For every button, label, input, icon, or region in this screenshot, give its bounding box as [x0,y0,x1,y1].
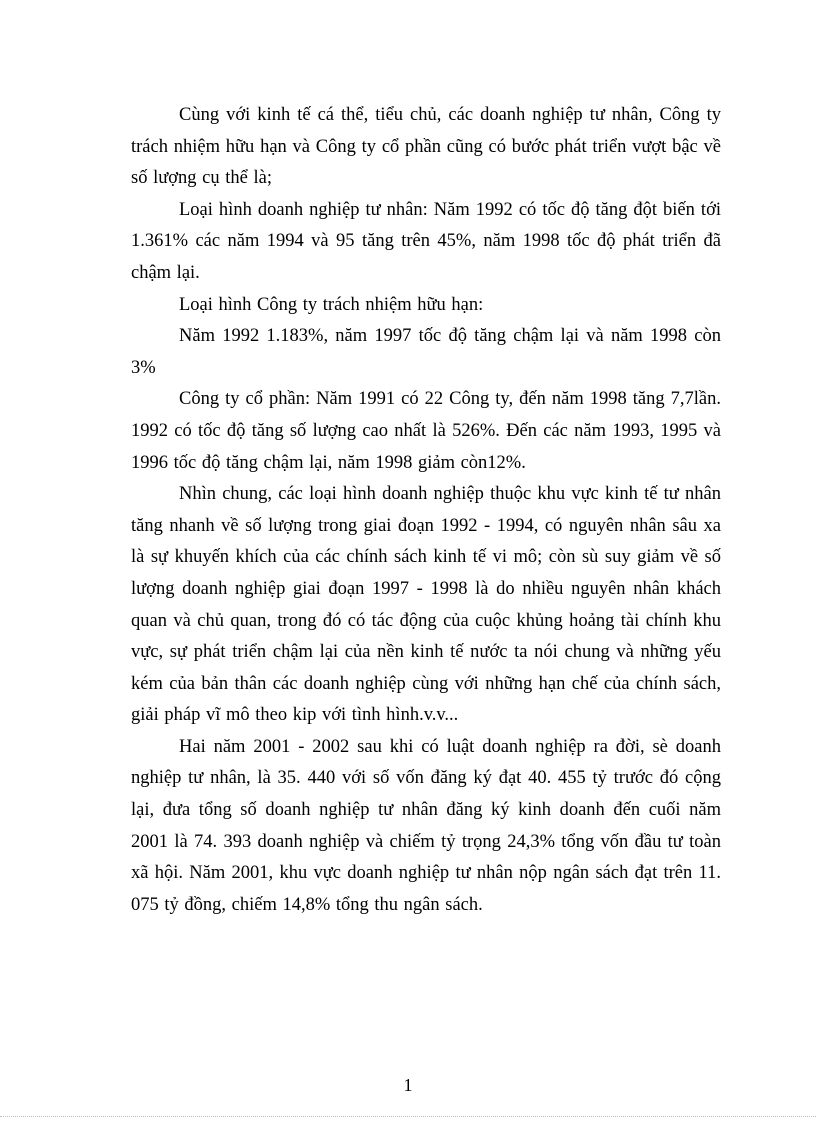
page-number: 1 [403,1075,413,1095]
body-text [131,100,721,921]
page-bottom-divider [0,1116,816,1117]
paragraph-llc-growth: Năm 1992 1.183%, năm 1997 tốc độ tăng chậm lại và năm 1998 còn 3% [131,326,721,378]
paragraph-overview: Nhìn chung, các loại hình doanh nghiệp thuộc khu vực kinh tế tư nhân tăng nhanh về số lượng trong giai đoạn 1992 - 1994, có nguyên nhân sâu xa là sự khuyến khích của các chính sách kinh tế vi mô; còn sù suy giảm về số lượng doanh nghiệp giai đoạn 1997 - 1998 là do nhiều nguyên nhân khách quan và chủ quan, trong đó có tác động của cuộc khủng hoảng tài chính khu vực, sự phát triển chậm lại của nền kinh tế nước ta nói chung và những yếu kém của bản thân các doanh nghiệp cùng với những hạn chế của chính sách, giải pháp vĩ mô theo kip với tình hình.v.v... [131,484,721,726]
paragraph-llc-heading: Loại hình Công ty trách nhiệm hữu hạn: [179,294,484,315]
paragraph-2001-2002: Hai năm 2001 - 2002 sau khi có luật doanh nghiệp ra đời, sè doanh nghiệp tư nhân, là 35. 440 với số vốn đăng ký đạt 40. 455 tỷ trước đó cộng lại, đưa tổng số doanh nghiệp tư nhân đăng ký kinh doanh đến cuối năm 2001 là 74. 393 doanh nghiệp và chiếm tỷ trọng 24,3% tổng vốn đầu tư toàn xã hội. Năm 2001, khu vực doanh nghiệp tư nhân nộp ngân sách đạt trên 11. 075 tỷ đồng, chiếm 14,8% tổng thu ngân sách. [131,736,721,915]
paragraph-private-enterprise: Loại hình doanh nghiệp tư nhân: Năm 1992 có tốc độ tăng đột biến tới 1.361% các năm 1994 và 95 tăng trên 45%, năm 1998 tốc độ phát triển đã chậm lại. [131,199,721,283]
paragraph-joint-stock: Công ty cổ phần: Năm 1991 có 22 Công ty, đến năm 1998 tăng 7,7lần. 1992 có tốc độ tăng số lượng cao nhất là 526%. Đến các năm 1993, 1995 và 1996 tốc độ tăng chậm lại, năm 1998 giảm còn12%. [131,389,721,473]
paragraph-intro: Cùng với kinh tế cá thể, tiểu chủ, các doanh nghiệp tư nhân, Công ty trách nhiệm hữu hạn và Công ty cổ phần cũng có bước phát triển vượt bậc về số lượng cụ thể là; [131,105,721,189]
